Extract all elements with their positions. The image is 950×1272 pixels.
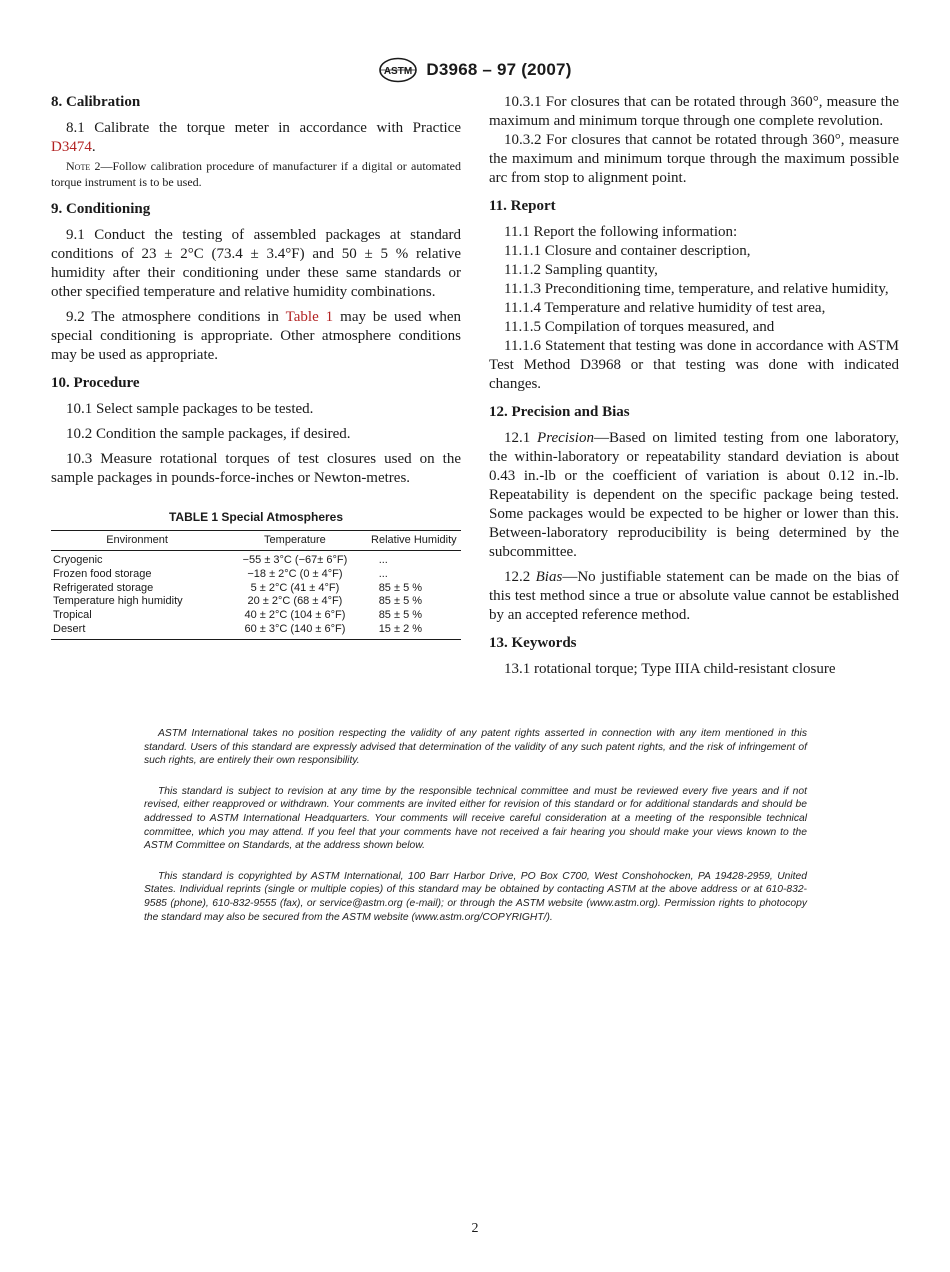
cell-temperature: 40 ± 2°C (104 ± 6°F) (244, 609, 346, 622)
para-8-1: 8.1 Calibrate the torque meter in accordance with Practice D3474. (51, 120, 461, 155)
special-atmospheres-table (51, 530, 461, 640)
cell-temperature: −18 ± 2°C (0 ± 4°F) (247, 567, 343, 580)
para-12-2: 12.2 Bias—No justifiable statement can be made on the bias of this test method since a true or absolute value cannot be established by an accepted reference method. (489, 569, 899, 623)
column-header-humidity: Relative Humidity (367, 531, 461, 551)
note-2: Note 2—Follow calibration procedure of manufacturer if a digital or automated torque instrument is to be used. (51, 159, 462, 189)
revision-notice: This standard is subject to revision at any time by the responsible technical committee and must be reviewed every five years and if not revised, either reapproved or withdrawn. Your comments are invited either for revision of this standard or for additional standards and should be addressed to ASTM International Headquarters. Your comments will receive careful consideration at a meeting of the responsible technical committee, which you may attend. If you feel that your comments have not received a fair hearing you should make your views known to the ASTM Committee on Standards, at the address shown below. (144, 785, 807, 852)
cell-environment: Desert (51, 623, 223, 639)
table-row (51, 595, 461, 609)
cell-temperature: −55 ± 3°C (−67± 6°F) (242, 554, 348, 566)
section-8-heading: 8. Calibration (51, 94, 141, 110)
para-10-1: 10.1 Select sample packages to be tested. (66, 401, 314, 417)
table-row (51, 582, 461, 596)
cell-humidity: 85 ± 5 % (378, 581, 423, 594)
d3474-link[interactable]: D3474 (51, 139, 92, 155)
astm-logo-icon (378, 57, 418, 83)
section-10-heading: 10. Procedure (51, 375, 140, 391)
cell-environment: Temperature high humidity (53, 595, 183, 608)
page-number: 2 (471, 1221, 479, 1236)
cell-humidity: ... (378, 554, 388, 566)
report-item: 11.1.6 Statement that testing was done in accordance with ASTM Test Method D3968 or that testing was done with indicated changes. (489, 338, 899, 392)
table-row (51, 609, 461, 623)
report-item: 11.1.2 Sampling quantity, (504, 262, 658, 278)
para-13-1: 13.1 rotational torque; Type IIIA child-resistant closure (504, 661, 836, 677)
section-13-heading: 13. Keywords (489, 635, 577, 651)
table-row (51, 551, 461, 568)
table-1-title: TABLE 1 Special Atmospheres (168, 510, 344, 524)
cell-temperature: 5 ± 2°C (41 ± 4°F) (250, 581, 340, 594)
para-12-1: 12.1 Precision—Based on limited testing from one laboratory, the within-laboratory or repeatability standard deviation is about 0.43 in.-lb or the coefficient of variation is about 0.12 in.-lb. Repeatability is dependent on the specific package being tested. Some packages would be expected to be higher or lower than this. Between-laboratory reproducibility is being determined by the subcommittee. (489, 430, 899, 560)
left-column (51, 93, 461, 640)
column-header-environment: Environment (51, 531, 223, 551)
para-10-3-1: 10.3.1 For closures that can be rotated through 360°, measure the maximum and minimum torque through one complete revolution. (489, 94, 899, 129)
column-header-temperature: Temperature (223, 531, 367, 551)
report-item: 11.1.1 Closure and container description, (504, 243, 751, 259)
report-item: 11.1.4 Temperature and relative humidity of test area, (504, 300, 826, 316)
cell-environment: Refrigerated storage (53, 581, 154, 594)
patent-notice: ASTM International takes no position respecting the validity of any patent rights asserted in connection with any item mentioned in this standard. Users of this standard are expressly advised that determination of the validity of any such patent rights, and the risk of infringement of such rights, are entirely their own responsibility. (144, 728, 807, 767)
cell-environment: Cryogenic (53, 554, 103, 566)
svg-text:ASTM: ASTM (384, 66, 413, 77)
section-9-heading: 9. Conditioning (51, 201, 151, 217)
para-9-1: 9.1 Conduct the testing of assembled packages at standard conditions of 23 ± 2°C (73.4 ± 3.4°F) and 50 ± 5 % relative humidity after their conditioning under these same standards or other specified temperature and relative humidity combinations. (51, 227, 461, 300)
page-header (0, 57, 950, 83)
right-column (489, 93, 899, 685)
cell-temperature: 60 ± 3°C (140 ± 6°F) (223, 623, 367, 639)
footer-notices (144, 727, 807, 941)
para-10-2: 10.2 Condition the sample packages, if desired. (66, 426, 351, 442)
report-item: 11.1 Report the following information: (504, 224, 738, 240)
cell-humidity: 85 ± 5 % (378, 609, 423, 622)
cell-humidity: 15 ± 2 % (367, 623, 461, 639)
section-12-heading: 12. Precision and Bias (489, 404, 630, 420)
para-10-3: 10.3 Measure rotational torques of test closures used on the sample packages in pounds-force-inches or Newton-metres. (51, 451, 461, 486)
cell-environment: Frozen food storage (53, 567, 152, 580)
report-item: 11.1.3 Preconditioning time, temperature, and relative humidity, (504, 281, 889, 297)
para-10-3-2: 10.3.2 For closures that cannot be rotated through 360°, measure the maximum and minimum torque through the maximum possible arc from stop to alignment point. (489, 132, 899, 186)
standard-designation: D3968 – 97 (2007) (426, 60, 572, 79)
cell-humidity: ... (378, 567, 388, 580)
cell-humidity: 85 ± 5 % (378, 595, 423, 608)
cell-environment: Tropical (53, 609, 92, 622)
para-9-2: 9.2 The atmosphere conditions in Table 1 may be used when special conditioning is appropriate. Other atmosphere conditions may be used as appropriate. (51, 309, 461, 363)
table-row (51, 623, 461, 639)
section-11-heading: 11. Report (489, 198, 556, 214)
copyright-notice: This standard is copyrighted by ASTM International, 100 Barr Harbor Drive, PO Box C700, West Conshohocken, PA 19428-2959, United States. Individual reprints (single or multiple copies) of this standard may be obtained by contacting ASTM at the above address or at 610-832-9585 (phone), 610-832-9555 (fax), or service@astm.org (e-mail); or through the ASTM website (www.astm.org). Permission rights to photocopy the standard may also be secured from the ASTM website (www.astm.org/COPYRIGHT/). (144, 870, 807, 923)
cell-temperature: 20 ± 2°C (68 ± 4°F) (247, 595, 343, 608)
report-item: 11.1.5 Compilation of torques measured, and (504, 319, 775, 335)
table-row (51, 568, 461, 582)
table-1-link[interactable]: Table 1 (285, 309, 334, 325)
